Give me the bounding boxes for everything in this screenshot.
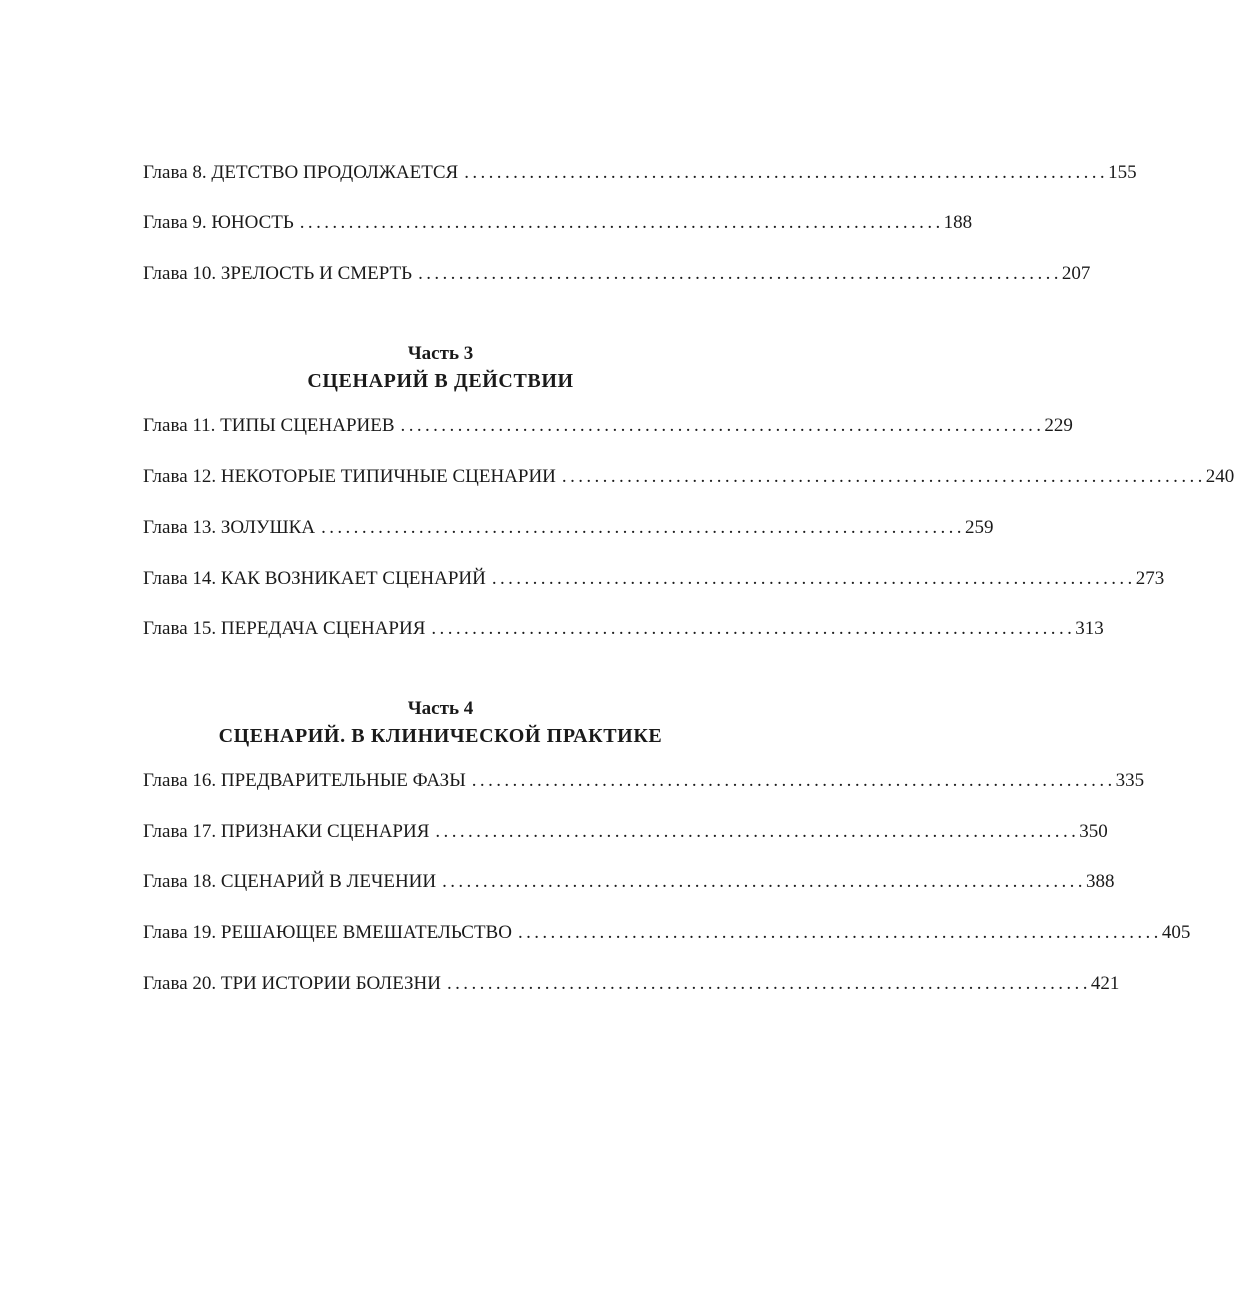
toc-entry-chapter-20[interactable] [143, 971, 1120, 997]
dot-leader: ............................................................................... [321, 517, 965, 538]
page-number: 350 [1079, 821, 1108, 842]
chapter-title: Глава 19. РЕШАЮЩЕЕ ВМЕШАТЕЛЬСТВО [143, 922, 512, 943]
dot-leader: ............................................................................... [418, 263, 1062, 284]
page-number: 388 [1085, 871, 1115, 892]
toc-entry-chapter-19[interactable] [143, 920, 1191, 946]
dot-leader: ............................................................................... [517, 922, 1162, 943]
chapter-title: Глава 20. ТРИ ИСТОРИИ БОЛЕЗНИ [143, 973, 441, 994]
page-number: 405 [1161, 922, 1191, 943]
chapter-title: Глава 11. ТИПЫ СЦЕНАРИЕВ [143, 415, 395, 436]
toc-entry-chapter-13[interactable] [143, 515, 994, 541]
toc-entry-chapter-16[interactable] [143, 768, 1145, 794]
toc-entry-chapter-15[interactable] [143, 616, 1104, 642]
page-number: 273 [1135, 568, 1165, 589]
dot-leader: ............................................................................... [442, 871, 1086, 892]
toc-entry-chapter-8[interactable] [143, 160, 1137, 186]
page-number: 335 [1115, 770, 1145, 791]
page-number: 313 [1075, 618, 1104, 639]
toc-entry-chapter-12[interactable] [143, 464, 1234, 490]
chapter-title: Глава 9. ЮНОСТЬ [143, 212, 294, 233]
page-number: 188 [943, 212, 973, 233]
chapter-title: Глава 14. КАК ВОЗНИКАЕТ СЦЕНАРИЙ [143, 568, 486, 589]
toc-entry-chapter-17[interactable] [143, 819, 1108, 845]
dot-leader: ............................................................................... [491, 568, 1136, 589]
dot-leader: ............................................................................... [431, 618, 1076, 639]
toc-entry-chapter-14[interactable] [143, 566, 1165, 592]
page-number: 259 [964, 517, 994, 538]
page-number: 229 [1044, 415, 1073, 436]
part-4-heading [143, 696, 738, 750]
dot-leader: ............................................................................... [400, 415, 1045, 436]
chapter-title: Глава 10. ЗРЕЛОСТЬ И СМЕРТЬ [143, 263, 413, 284]
toc-entry-chapter-9[interactable] [143, 210, 973, 236]
chapter-title: Глава 13. ЗОЛУШКА [143, 517, 316, 538]
part-title: СЦЕНАРИЙ. В КЛИНИЧЕСКОЙ ПРАКТИКЕ [218, 725, 663, 747]
page-number: 155 [1108, 162, 1137, 183]
toc-entry-chapter-11[interactable] [143, 413, 1073, 439]
part-title: СЦЕНАРИЙ В ДЕЙСТВИИ [307, 370, 574, 392]
chapter-title: Глава 16. ПРЕДВАРИТЕЛЬНЫЕ ФАЗЫ [143, 770, 466, 791]
dot-leader: ............................................................................... [561, 466, 1206, 487]
toc-entry-chapter-18[interactable] [143, 869, 1115, 895]
part-label: Часть 3 [407, 343, 474, 364]
page-number: 421 [1090, 973, 1120, 994]
toc-entry-chapter-10[interactable] [143, 261, 1091, 287]
dot-leader: ............................................................................... [471, 770, 1116, 791]
page-number: 207 [1061, 263, 1091, 284]
chapter-title: Глава 8. ДЕТСТВО ПРОДОЛЖАЕТСЯ [143, 162, 459, 183]
part-label: Часть 4 [407, 698, 474, 719]
dot-leader: ............................................................................... [435, 821, 1080, 842]
dot-leader: ............................................................................... [447, 973, 1091, 994]
part-3-heading [143, 341, 738, 395]
page-number: 240 [1205, 466, 1234, 487]
chapter-title: Глава 18. СЦЕНАРИЙ В ЛЕЧЕНИИ [143, 871, 437, 892]
chapter-title: Глава 15. ПЕРЕДАЧА СЦЕНАРИЯ [143, 618, 426, 639]
chapter-title: Глава 12. НЕКОТОРЫЕ ТИПИЧНЫЕ СЦЕНАРИИ [143, 466, 556, 487]
dot-leader: ............................................................................... [464, 162, 1109, 183]
chapter-title: Глава 17. ПРИЗНАКИ СЦЕНАРИЯ [143, 821, 430, 842]
dot-leader: ............................................................................... [299, 212, 944, 233]
